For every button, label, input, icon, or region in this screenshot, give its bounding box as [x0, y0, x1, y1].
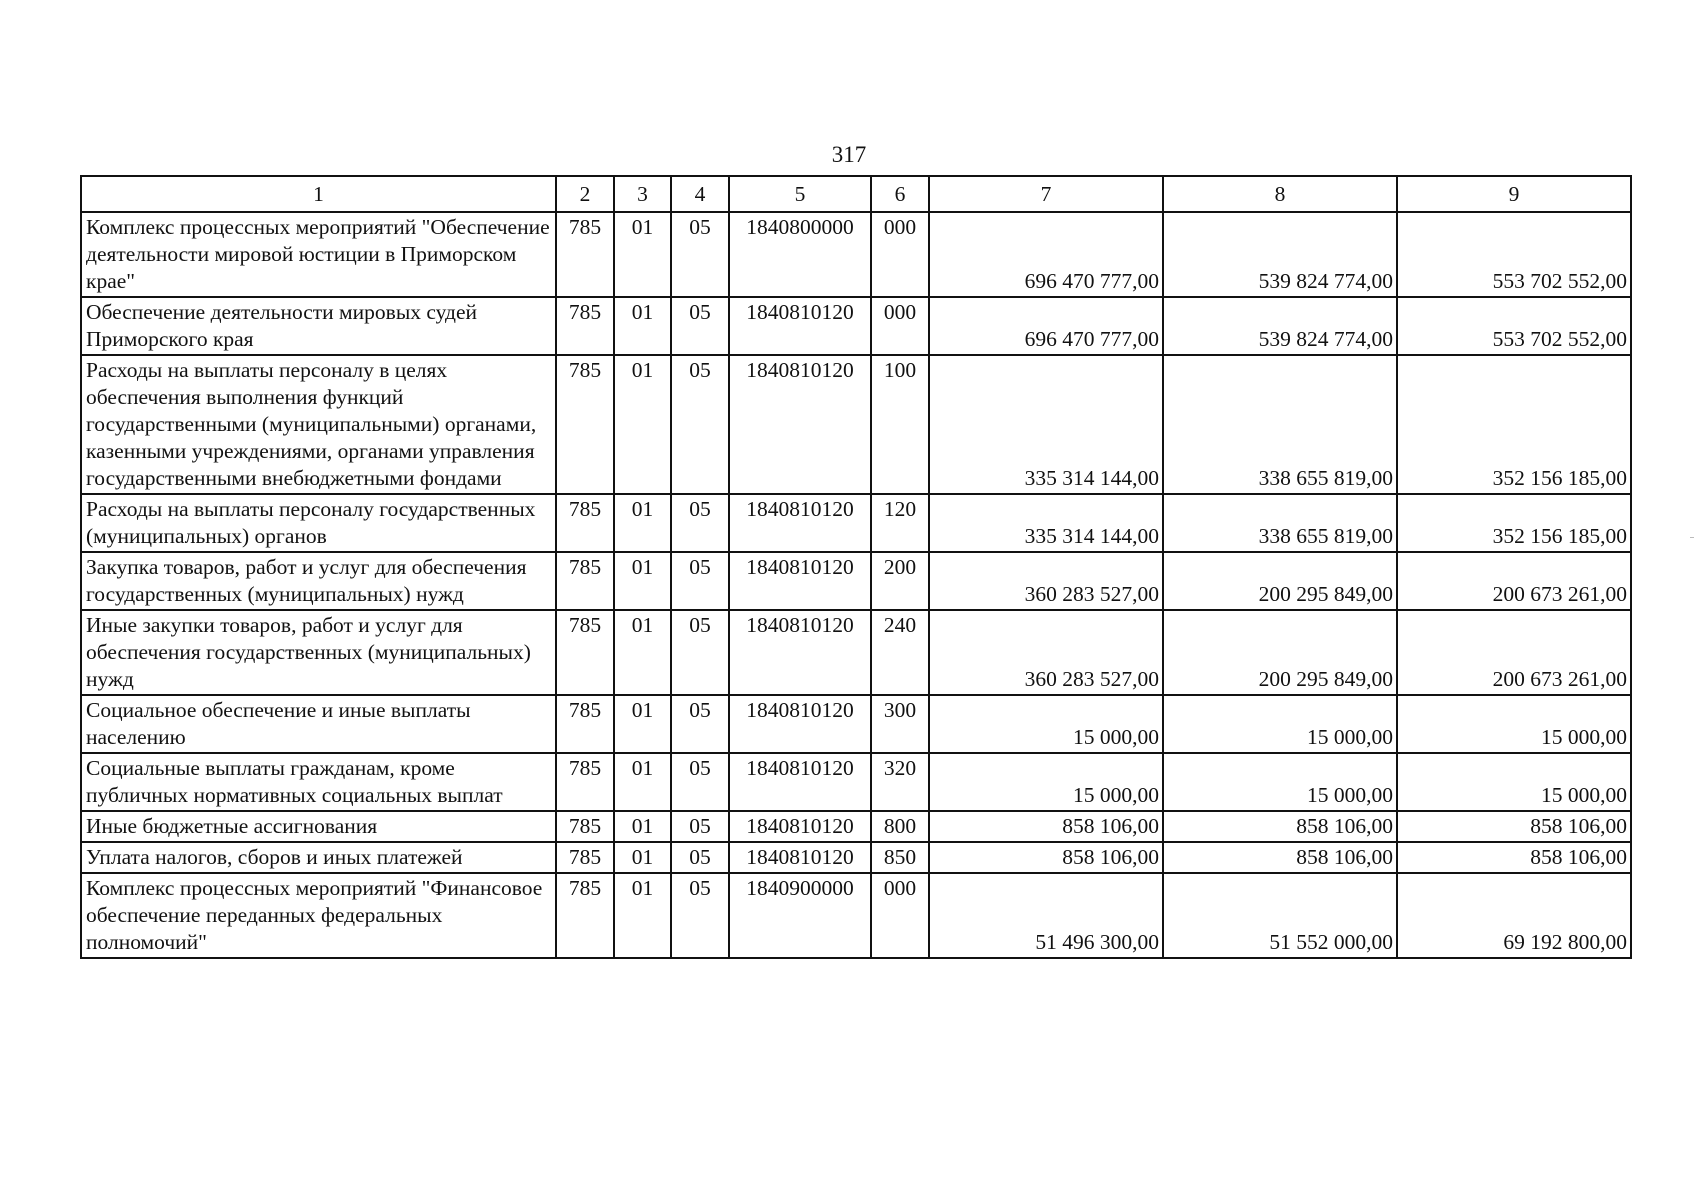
amount-col7: 335 314 144,00 — [929, 355, 1163, 494]
table-row — [81, 695, 1631, 753]
table-row — [81, 355, 1631, 494]
expense-type-code: 320 — [871, 753, 929, 811]
target-article-code: 1840900000 — [729, 873, 871, 958]
ministry-code: 785 — [556, 355, 614, 494]
expense-name: Комплекс процессных мероприятий "Обеспечение деятельности мировой юстиции в Приморском крае" — [81, 212, 556, 297]
column-header: 4 — [671, 176, 729, 212]
table-row — [81, 873, 1631, 958]
budget-table — [80, 175, 1632, 959]
amount-col8: 15 000,00 — [1163, 695, 1397, 753]
column-header: 6 — [871, 176, 929, 212]
amount-col7: 858 106,00 — [929, 811, 1163, 842]
expense-name: Комплекс процессных мероприятий "Финансовое обеспечение переданных федеральных полномочий" — [81, 873, 556, 958]
amount-col7: 696 470 777,00 — [929, 297, 1163, 355]
expense-type-code: 000 — [871, 297, 929, 355]
ministry-code: 785 — [556, 842, 614, 873]
amount-col9: 553 702 552,00 — [1397, 297, 1631, 355]
ministry-code: 785 — [556, 212, 614, 297]
expense-name: Расходы на выплаты персоналу государственных (муниципальных) органов — [81, 494, 556, 552]
ministry-code: 785 — [556, 811, 614, 842]
target-article-code: 1840810120 — [729, 494, 871, 552]
target-article-code: 1840800000 — [729, 212, 871, 297]
target-article-code: 1840810120 — [729, 355, 871, 494]
amount-col9: 69 192 800,00 — [1397, 873, 1631, 958]
column-header: 8 — [1163, 176, 1397, 212]
column-header: 7 — [929, 176, 1163, 212]
expense-name: Расходы на выплаты персоналу в целях обеспечения выполнения функций государственными (муниципальными) органами, казенными учреждениями, органами управления государственными внебюджетными фондами — [81, 355, 556, 494]
expense-name: Социальные выплаты гражданам, кроме публичных нормативных социальных выплат — [81, 753, 556, 811]
expense-type-code: 240 — [871, 610, 929, 695]
ministry-code: 785 — [556, 753, 614, 811]
amount-col8: 858 106,00 — [1163, 811, 1397, 842]
table-row — [81, 610, 1631, 695]
amount-col9: 858 106,00 — [1397, 842, 1631, 873]
expense-type-code: 000 — [871, 212, 929, 297]
section-code: 01 — [614, 873, 671, 958]
subsection-code: 05 — [671, 695, 729, 753]
amount-col7: 15 000,00 — [929, 753, 1163, 811]
ministry-code: 785 — [556, 610, 614, 695]
amount-col7: 360 283 527,00 — [929, 552, 1163, 610]
expense-type-code: 800 — [871, 811, 929, 842]
amount-col9: 352 156 185,00 — [1397, 355, 1631, 494]
subsection-code: 05 — [671, 842, 729, 873]
table-row — [81, 552, 1631, 610]
amount-col7: 696 470 777,00 — [929, 212, 1163, 297]
scan-artifact — [1690, 537, 1694, 538]
section-code: 01 — [614, 355, 671, 494]
table-row — [81, 811, 1631, 842]
section-code: 01 — [614, 610, 671, 695]
amount-col9: 15 000,00 — [1397, 695, 1631, 753]
target-article-code: 1840810120 — [729, 695, 871, 753]
table-row — [81, 842, 1631, 873]
amount-col9: 200 673 261,00 — [1397, 552, 1631, 610]
target-article-code: 1840810120 — [729, 297, 871, 355]
column-header: 3 — [614, 176, 671, 212]
expense-type-code: 200 — [871, 552, 929, 610]
amount-col8: 539 824 774,00 — [1163, 297, 1397, 355]
amount-col8: 338 655 819,00 — [1163, 355, 1397, 494]
amount-col9: 858 106,00 — [1397, 811, 1631, 842]
expense-name: Уплата налогов, сборов и иных платежей — [81, 842, 556, 873]
amount-col7: 51 496 300,00 — [929, 873, 1163, 958]
amount-col9: 15 000,00 — [1397, 753, 1631, 811]
column-header: 1 — [81, 176, 556, 212]
ministry-code: 785 — [556, 552, 614, 610]
expense-name: Иные бюджетные ассигнования — [81, 811, 556, 842]
expense-type-code: 000 — [871, 873, 929, 958]
amount-col7: 335 314 144,00 — [929, 494, 1163, 552]
amount-col8: 15 000,00 — [1163, 753, 1397, 811]
amount-col9: 553 702 552,00 — [1397, 212, 1631, 297]
expense-type-code: 100 — [871, 355, 929, 494]
expense-type-code: 120 — [871, 494, 929, 552]
amount-col9: 352 156 185,00 — [1397, 494, 1631, 552]
target-article-code: 1840810120 — [729, 753, 871, 811]
target-article-code: 1840810120 — [729, 842, 871, 873]
amount-col7: 360 283 527,00 — [929, 610, 1163, 695]
column-number-row — [81, 176, 1631, 212]
amount-col8: 51 552 000,00 — [1163, 873, 1397, 958]
section-code: 01 — [614, 695, 671, 753]
table-row — [81, 753, 1631, 811]
target-article-code: 1840810120 — [729, 811, 871, 842]
expense-type-code: 850 — [871, 842, 929, 873]
amount-col9: 200 673 261,00 — [1397, 610, 1631, 695]
subsection-code: 05 — [671, 811, 729, 842]
expense-name: Обеспечение деятельности мировых судей Приморского края — [81, 297, 556, 355]
subsection-code: 05 — [671, 494, 729, 552]
section-code: 01 — [614, 494, 671, 552]
target-article-code: 1840810120 — [729, 552, 871, 610]
subsection-code: 05 — [671, 355, 729, 494]
table-row — [81, 297, 1631, 355]
table-row — [81, 494, 1631, 552]
section-code: 01 — [614, 842, 671, 873]
subsection-code: 05 — [671, 552, 729, 610]
amount-col7: 858 106,00 — [929, 842, 1163, 873]
section-code: 01 — [614, 811, 671, 842]
subsection-code: 05 — [671, 297, 729, 355]
amount-col8: 338 655 819,00 — [1163, 494, 1397, 552]
section-code: 01 — [614, 297, 671, 355]
amount-col8: 539 824 774,00 — [1163, 212, 1397, 297]
amount-col8: 858 106,00 — [1163, 842, 1397, 873]
section-code: 01 — [614, 753, 671, 811]
target-article-code: 1840810120 — [729, 610, 871, 695]
subsection-code: 05 — [671, 610, 729, 695]
ministry-code: 785 — [556, 695, 614, 753]
expense-type-code: 300 — [871, 695, 929, 753]
column-header: 5 — [729, 176, 871, 212]
ministry-code: 785 — [556, 297, 614, 355]
expense-name: Иные закупки товаров, работ и услуг для обеспечения государственных (муниципальных) нужд — [81, 610, 556, 695]
subsection-code: 05 — [671, 873, 729, 958]
section-code: 01 — [614, 552, 671, 610]
subsection-code: 05 — [671, 753, 729, 811]
ministry-code: 785 — [556, 494, 614, 552]
expense-name: Социальное обеспечение и иные выплаты населению — [81, 695, 556, 753]
subsection-code: 05 — [671, 212, 729, 297]
amount-col8: 200 295 849,00 — [1163, 610, 1397, 695]
table-row — [81, 212, 1631, 297]
section-code: 01 — [614, 212, 671, 297]
amount-col8: 200 295 849,00 — [1163, 552, 1397, 610]
amount-col7: 15 000,00 — [929, 695, 1163, 753]
column-header: 2 — [556, 176, 614, 212]
expense-name: Закупка товаров, работ и услуг для обеспечения государственных (муниципальных) нужд — [81, 552, 556, 610]
column-header: 9 — [1397, 176, 1631, 212]
ministry-code: 785 — [556, 873, 614, 958]
page-number: 317 — [831, 142, 867, 167]
